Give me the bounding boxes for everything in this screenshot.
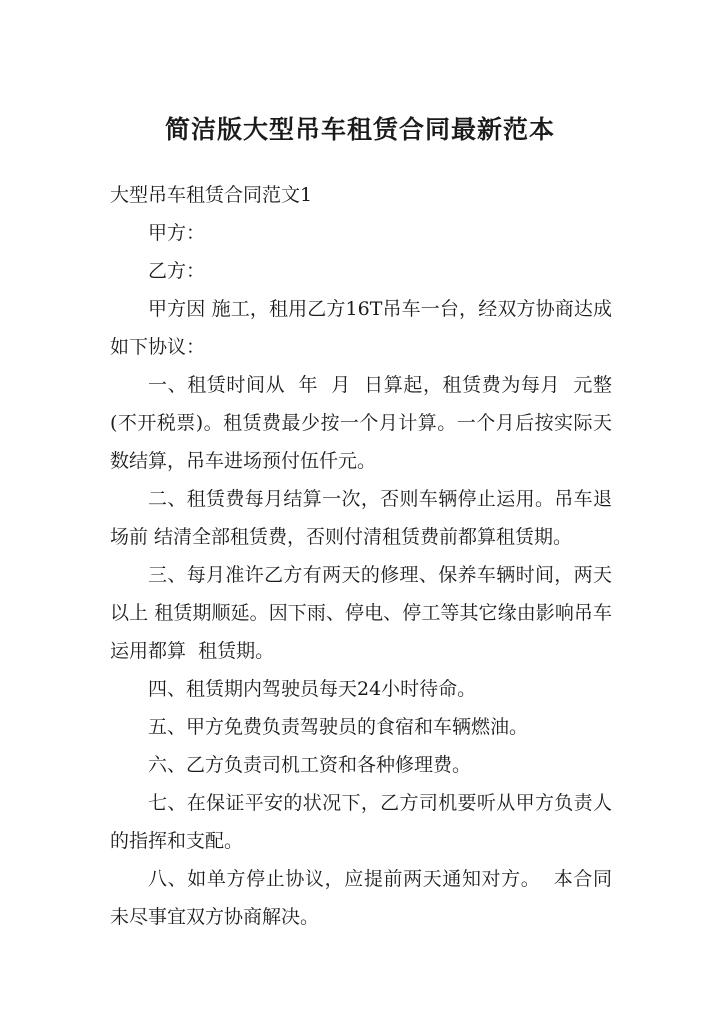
document-body	[110, 176, 612, 936]
clause-6: 六、乙方负责司机工资和各种修理费。	[148, 754, 472, 776]
clause-8: 八、如单方停止协议，应提前两天通知对方。 本合同未尽事宜双方协商解决。	[110, 868, 612, 928]
clause-4: 四、租赁期内驾驶员每天24小时待命。	[148, 678, 477, 700]
clause-1: 一、租赁时间从 年 月 日算起，租赁费为每月 元整(不开税票)。租赁费最少按一个月计算。一个月后按实际天数结算，吊车进场预付伍仟元。	[110, 374, 612, 472]
document-subtitle: 大型吊车租赁合同范文1	[110, 184, 313, 206]
clause-2: 二、租赁费每月结算一次，否则车辆停止运用。吊车退场前 结清全部租赁费，否则付清租赁费前都算租赁期。	[110, 488, 612, 548]
clause-7: 七、在保证平安的状况下，乙方司机要听从甲方负责人的指挥和支配。	[110, 792, 612, 852]
party-b-line: 乙方：	[148, 260, 206, 282]
document-title: 简洁版大型吊车租赁合同最新范本	[164, 115, 555, 144]
party-a-line: 甲方：	[148, 222, 206, 244]
clause-5: 五、甲方免费负责驾驶员的食宿和车辆燃油。	[148, 716, 529, 738]
clause-3: 三、每月准许乙方有两天的修理、保养车辆时间，两天以上 租赁期顺延。因下雨、停电、停工等其它缘由影响吊车运用都算 租赁期。	[110, 564, 612, 662]
intro-paragraph: 甲方因 施工，租用乙方16T吊车一台，经双方协商达成如下协议：	[110, 298, 612, 358]
